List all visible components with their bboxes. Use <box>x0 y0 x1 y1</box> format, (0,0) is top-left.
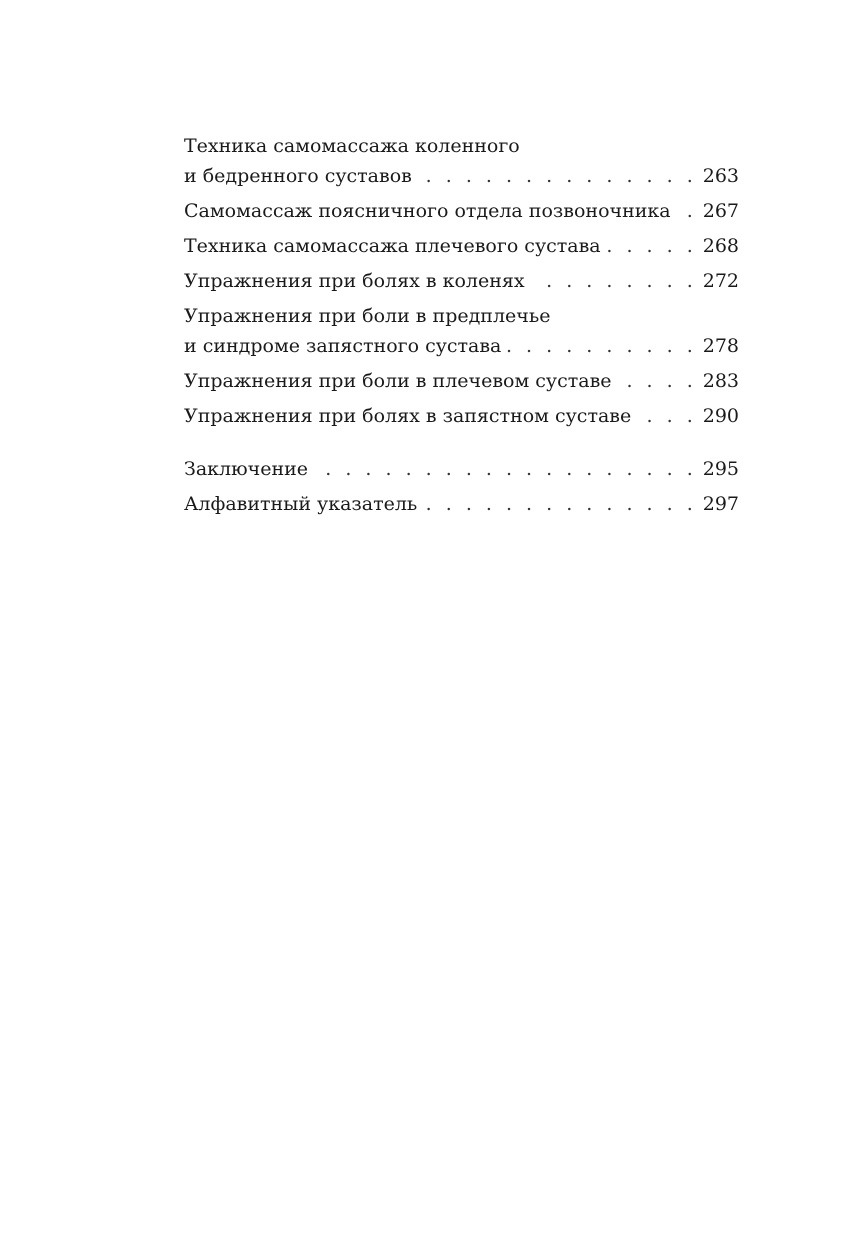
dot-leader <box>531 266 697 296</box>
toc-entry-row <box>184 331 739 361</box>
toc-entry-row <box>184 161 739 191</box>
toc-entry-title: Упражнения при боли в плечевом суставе <box>184 370 612 392</box>
toc-entry <box>184 301 739 361</box>
toc-page-number: 290 <box>702 405 739 427</box>
table-of-contents <box>184 131 739 524</box>
toc-page-number: 297 <box>702 493 739 515</box>
toc-page-number: 263 <box>702 165 739 187</box>
toc-entry-row <box>184 366 739 396</box>
dot-leader <box>418 161 697 191</box>
toc-entry-title: и бедренного суставов <box>184 165 412 187</box>
dot-leader <box>507 331 696 361</box>
toc-page-number: 283 <box>702 370 739 392</box>
toc-entry-row <box>184 266 739 296</box>
dot-leader <box>314 454 697 484</box>
toc-page-number: 267 <box>702 200 739 222</box>
toc-entry-title: Упражнения при болях в запястном суставе <box>184 405 632 427</box>
dot-leader <box>618 366 697 396</box>
toc-entry-title: Техника самомассажа плечевого сустава <box>184 235 601 257</box>
toc-entry-title: Заключение <box>184 458 309 480</box>
toc-entry <box>184 131 739 191</box>
toc-entry-title-line1: Техника самомассажа коленного <box>184 135 520 157</box>
toc-entry <box>184 401 739 431</box>
toc-page-number: 295 <box>702 458 739 480</box>
toc-entry <box>184 266 739 296</box>
dot-leader <box>637 401 697 431</box>
section-spacer <box>184 436 739 454</box>
toc-entry-title-line1: Упражнения при боли в предплечье <box>184 305 551 327</box>
toc-entry-title: Алфавитный указатель <box>184 493 418 515</box>
dot-leader <box>677 196 697 226</box>
toc-entry-row <box>184 454 739 484</box>
toc-entry <box>184 454 739 484</box>
toc-page-number: 278 <box>702 335 739 357</box>
dot-leader <box>607 231 697 261</box>
toc-page-number: 268 <box>702 235 739 257</box>
toc-entry-title: Самомассаж поясничного отдела позвоночника <box>184 200 671 222</box>
toc-entry-title: Упражнения при болях в коленях <box>184 270 525 292</box>
toc-entry-title: и синдроме запястного сустава <box>184 335 502 357</box>
toc-entry-row <box>184 489 739 519</box>
toc-page-number: 272 <box>702 270 739 292</box>
toc-entry-row <box>184 401 739 431</box>
toc-entry <box>184 489 739 519</box>
dot-leader <box>423 489 696 519</box>
toc-entry <box>184 196 739 226</box>
toc-entry <box>184 366 739 396</box>
toc-entry <box>184 231 739 261</box>
toc-entry-row <box>184 231 739 261</box>
toc-entry-row <box>184 196 739 226</box>
